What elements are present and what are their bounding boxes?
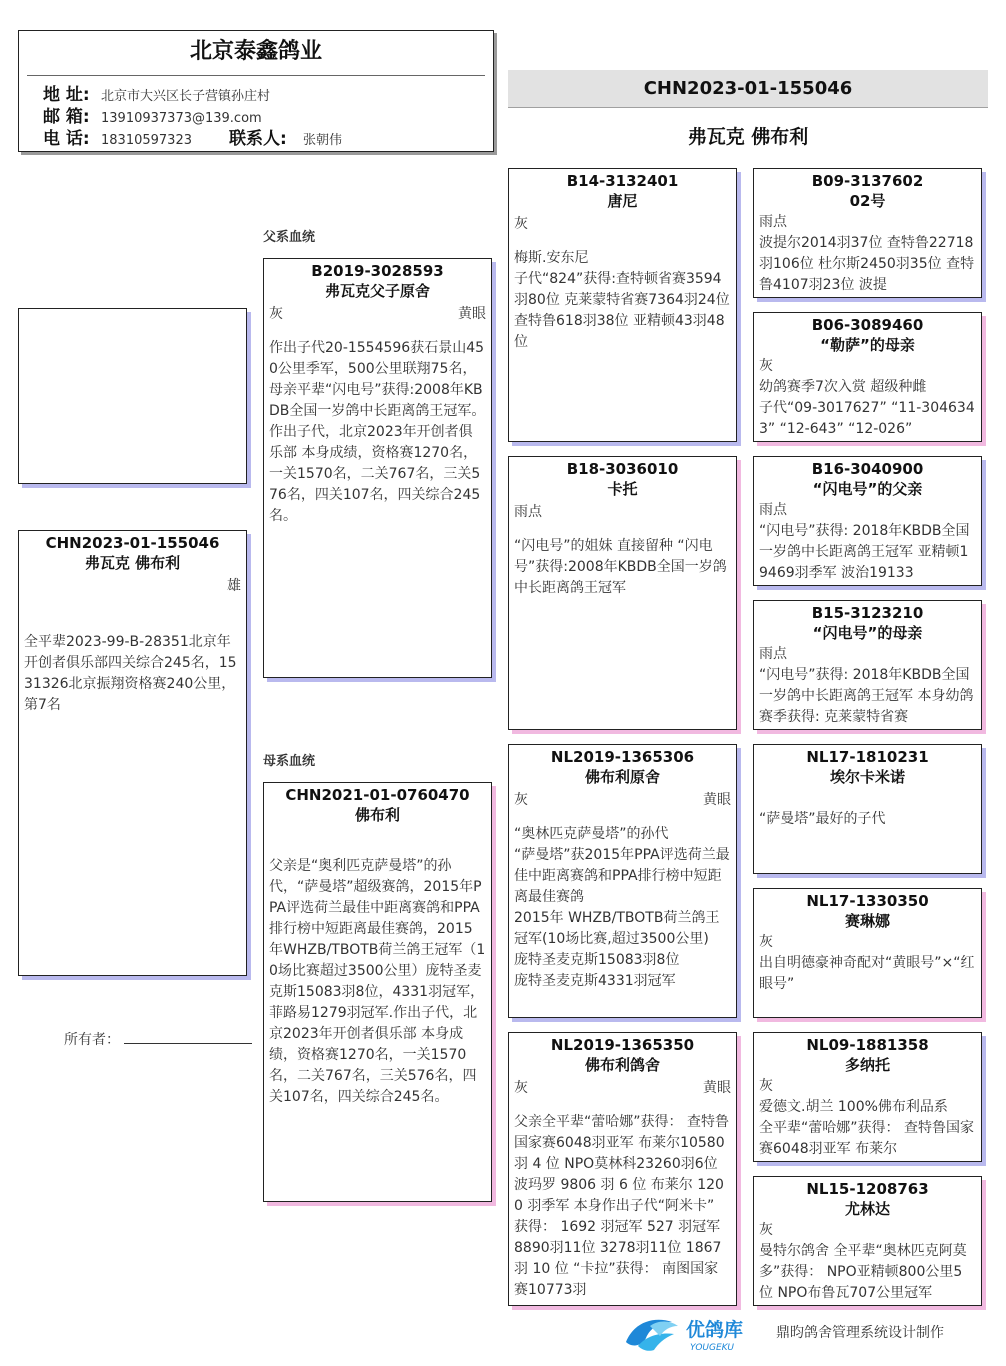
sds-description: “闪电号”获得: 2018年KBDB全国一岁鸽中长距离鸽王冠军 亚精顿19469羽季军 波治19133 [759, 523, 970, 581]
subject-ring: CHN2023-01-155046 [45, 534, 220, 552]
dam-sire-card [508, 744, 737, 1018]
dd-name: 佛布利鸽舍 [584, 1056, 660, 1074]
sire-eye: 黄眼 [458, 306, 486, 322]
breeder-info [43, 85, 342, 151]
dsd-ring: NL17-1330350 [806, 892, 929, 910]
sire-name: 弗瓦克父子原舍 [324, 282, 430, 300]
subject-sex: 雄 [227, 578, 241, 594]
contact-value: 张朝伟 [303, 133, 343, 148]
breeder-card [18, 30, 494, 152]
dds-description: 爱德文.胡兰 100%佛布利品系 全平辈“蕾哈娜”获得： 查特鲁国家赛6048羽亚军 布莱尔 [759, 1099, 974, 1157]
sd-traits [509, 502, 736, 522]
ss-name: 唐尼 [607, 192, 638, 210]
ddd-card [753, 1176, 982, 1306]
credit-text: 鼎昀鸽舍管理系统设计制作 [776, 1325, 944, 1341]
dsd-name: 赛琳娜 [844, 912, 890, 930]
phone-value: 18310597323 [101, 133, 192, 148]
dss-card [753, 744, 982, 874]
sdd-card [753, 600, 982, 730]
sire-description: 作出子代20-1554596获石景山450公里季军，500公里联翔75名，母亲平辈“闪电号”获得:2008年KBDB全国一岁鸽中长距离鸽王冠军。作出子代，北京2023年开创者俱乐部 本身成绩，资格赛1270名，一关1570名，二关767名，三关576名，四关107名，四关综合245名。 [269, 340, 486, 524]
sdd-color: 雨点 [759, 646, 787, 662]
contact-label: 联系人: [229, 129, 287, 149]
sdd-description: “闪电号”获得: 2018年KBDB全国一岁鸽中长距离鸽王冠军 本身幼鸽赛季获得: 克莱蒙特省赛 [759, 667, 974, 725]
breeder-name: 北京泰鑫鸽业 [189, 39, 322, 64]
ddd-ring: NL15-1208763 [806, 1180, 929, 1198]
ddd-description: 曼特尔鸽舍 全平辈“奥林匹克阿莫多”获得： NPO亚精顿800公里5位 NPO布鲁瓦707公里冠军 [759, 1243, 967, 1301]
sd-name: 卡托 [607, 480, 638, 498]
address-value: 北京市大兴区长子营镇孙庄村 [101, 89, 271, 104]
ssd-name: “勒萨”的母亲 [820, 336, 915, 354]
ds-eye: 黄眼 [703, 792, 731, 808]
dam-card [263, 782, 492, 1202]
ssd-card [753, 312, 982, 442]
ddd-name: 尤林达 [844, 1200, 890, 1218]
sds-color: 雨点 [759, 502, 787, 518]
ss-traits [509, 214, 736, 234]
dsd-card [753, 888, 982, 1018]
sire-traits [264, 304, 491, 324]
dd-description: 父亲全平辈“蕾哈娜”获得： 查特鲁国家赛6048羽亚军 布莱尔10580 羽 4 位 NPO莫林科23260羽6位 波玛罗 9806 羽 6 位 布莱尔 1200 羽季军 本身作出子代“阿米卡” 获得： 1692 羽冠军 527 羽冠军 8890羽11位 3278羽11位 1867 羽 10 位 “卡拉”获得： 南图国家赛10773羽 [514, 1114, 729, 1298]
dss-color [754, 788, 981, 809]
ds-ring: NL2019-1365306 [550, 748, 695, 766]
subject-sex-row [19, 576, 246, 596]
owner-label: 所有者： [64, 1032, 120, 1048]
ss-color: 灰 [514, 216, 528, 232]
divider [27, 75, 485, 76]
sire-line-label: 父系血统 [263, 230, 316, 245]
sss-card [753, 168, 982, 298]
ssd-color: 灰 [759, 358, 773, 374]
ds-color: 灰 [514, 792, 528, 808]
dss-description: “萨曼塔”最好的子代 [759, 811, 886, 827]
ssd-description: 幼鸽赛季7次入赏 超级种雌 子代“09-3017627” “11-3046343” “12-643” “12-026” [759, 379, 975, 437]
header-pigeon-name: 弗瓦克 佛布利 [687, 126, 809, 148]
email-label: 邮 箱: [43, 107, 90, 127]
dds-card [753, 1032, 982, 1162]
ds-name: 佛布利原舍 [584, 768, 660, 786]
dds-ring: NL09-1881358 [806, 1036, 929, 1054]
ss-ring: B14-3132401 [566, 172, 679, 190]
ddd-color: 灰 [759, 1222, 773, 1238]
subject-pigeon-card [18, 530, 247, 976]
sdd-ring: B15-3123210 [811, 604, 924, 622]
header-ring-bar: CHN2023-01-155046 [508, 70, 988, 108]
dam-line-label: 母系血统 [263, 754, 316, 769]
sdd-name: “闪电号”的母亲 [812, 624, 923, 642]
logo-cn: 优鸽库 [686, 1319, 744, 1341]
sire-sire-card [508, 168, 737, 442]
dd-ring: NL2019-1365350 [550, 1036, 695, 1054]
phone-label: 电 话: [43, 129, 90, 149]
sds-name: “闪电号”的父亲 [812, 480, 923, 498]
logo-en: YOUGEKU [690, 1343, 735, 1353]
pigeon-photo [18, 308, 247, 484]
sss-description: 波提尔2014羽37位 查特鲁22718羽106位 杜尔斯2450羽35位 查特鲁4107羽23位 波提 [759, 235, 975, 293]
ds-traits [509, 790, 736, 810]
sd-description: “闪电号”的姐妹 直接留种 “闪电号”获得:2008年KBDB全国一岁鸽中长距离鸽王冠军 [514, 538, 727, 596]
subject-name: 弗瓦克 佛布利 [84, 554, 181, 572]
dam-ring: CHN2021-01-0760470 [285, 786, 470, 804]
sire-dam-card [508, 456, 737, 730]
dds-name: 多纳托 [844, 1056, 890, 1074]
address-label: 地 址: [43, 85, 90, 105]
dam-description: 父亲是“奥利匹克萨曼塔”的孙代，“萨曼塔”超级赛鸽，2015年PPA评选荷兰最佳中距离赛鸽和PPA排行榜中短距离最佳赛鸽，2015年WHZB/TBOTB荷兰鸽王冠军（10场比赛超过3500公里）庞特圣麦克斯15083羽8位，4331羽冠军，菲路易1279羽冠军.作出子代，北京2023年开创者俱乐部 本身成绩，资格赛1270名，一关1570名，二关767名，三关576名，四关107名，四关综合245名。 [269, 858, 486, 1105]
ss-description: 梅斯.安东尼 子代“824”获得:查特顿省赛3594羽80位 克莱蒙特省赛7364羽24位 查特鲁618羽38位 亚精顿43羽48位 [514, 250, 730, 350]
sss-color: 雨点 [759, 214, 787, 230]
email-value: 13910937373@139.com [101, 111, 262, 126]
sire-card [263, 258, 492, 678]
dds-color: 灰 [759, 1078, 773, 1094]
dd-traits [509, 1078, 736, 1098]
subject-description: 全平辈2023-99-B-28351北京年开创者俱乐部四关综合245名，1531326北京振翔资格赛240公里，第7名 [24, 634, 237, 713]
owner-line [124, 1032, 252, 1044]
yougeku-logo [620, 1312, 760, 1354]
sd-ring: B18-3036010 [566, 460, 679, 478]
dd-color: 灰 [514, 1080, 528, 1096]
dsd-description: 出自明德豪神奇配对“黄眼号”×“红眼号” [759, 955, 975, 992]
sd-color: 雨点 [514, 504, 542, 520]
owner-field [64, 1029, 252, 1049]
dam-dam-card [508, 1032, 737, 1306]
ssd-ring: B06-3089460 [811, 316, 924, 334]
ds-description: “奥林匹克萨曼塔”的孙代 “萨曼塔”获2015年PPA评选荷兰最佳中距离赛鸽和PPA排行榜中短距离最佳赛鸽 2015年 WHZB/TBOTB荷兰鸽王冠军(10场比赛,超过3500公里) 庞特圣麦克斯15083羽8位 庞特圣麦克斯4331羽冠军 [514, 826, 730, 989]
dsd-color: 灰 [759, 934, 773, 950]
dss-ring: NL17-1810231 [806, 748, 929, 766]
sire-color: 灰 [269, 306, 283, 322]
dss-name: 埃尔卡米诺 [829, 768, 905, 786]
sss-name: 02号 [849, 192, 886, 210]
dd-eye: 黄眼 [703, 1080, 731, 1096]
dam-name: 佛布利 [354, 806, 400, 824]
sss-ring: B09-3137602 [811, 172, 924, 190]
sds-ring: B16-3040900 [811, 460, 924, 478]
sire-ring: B2019-3028593 [311, 262, 444, 280]
sds-card [753, 456, 982, 586]
